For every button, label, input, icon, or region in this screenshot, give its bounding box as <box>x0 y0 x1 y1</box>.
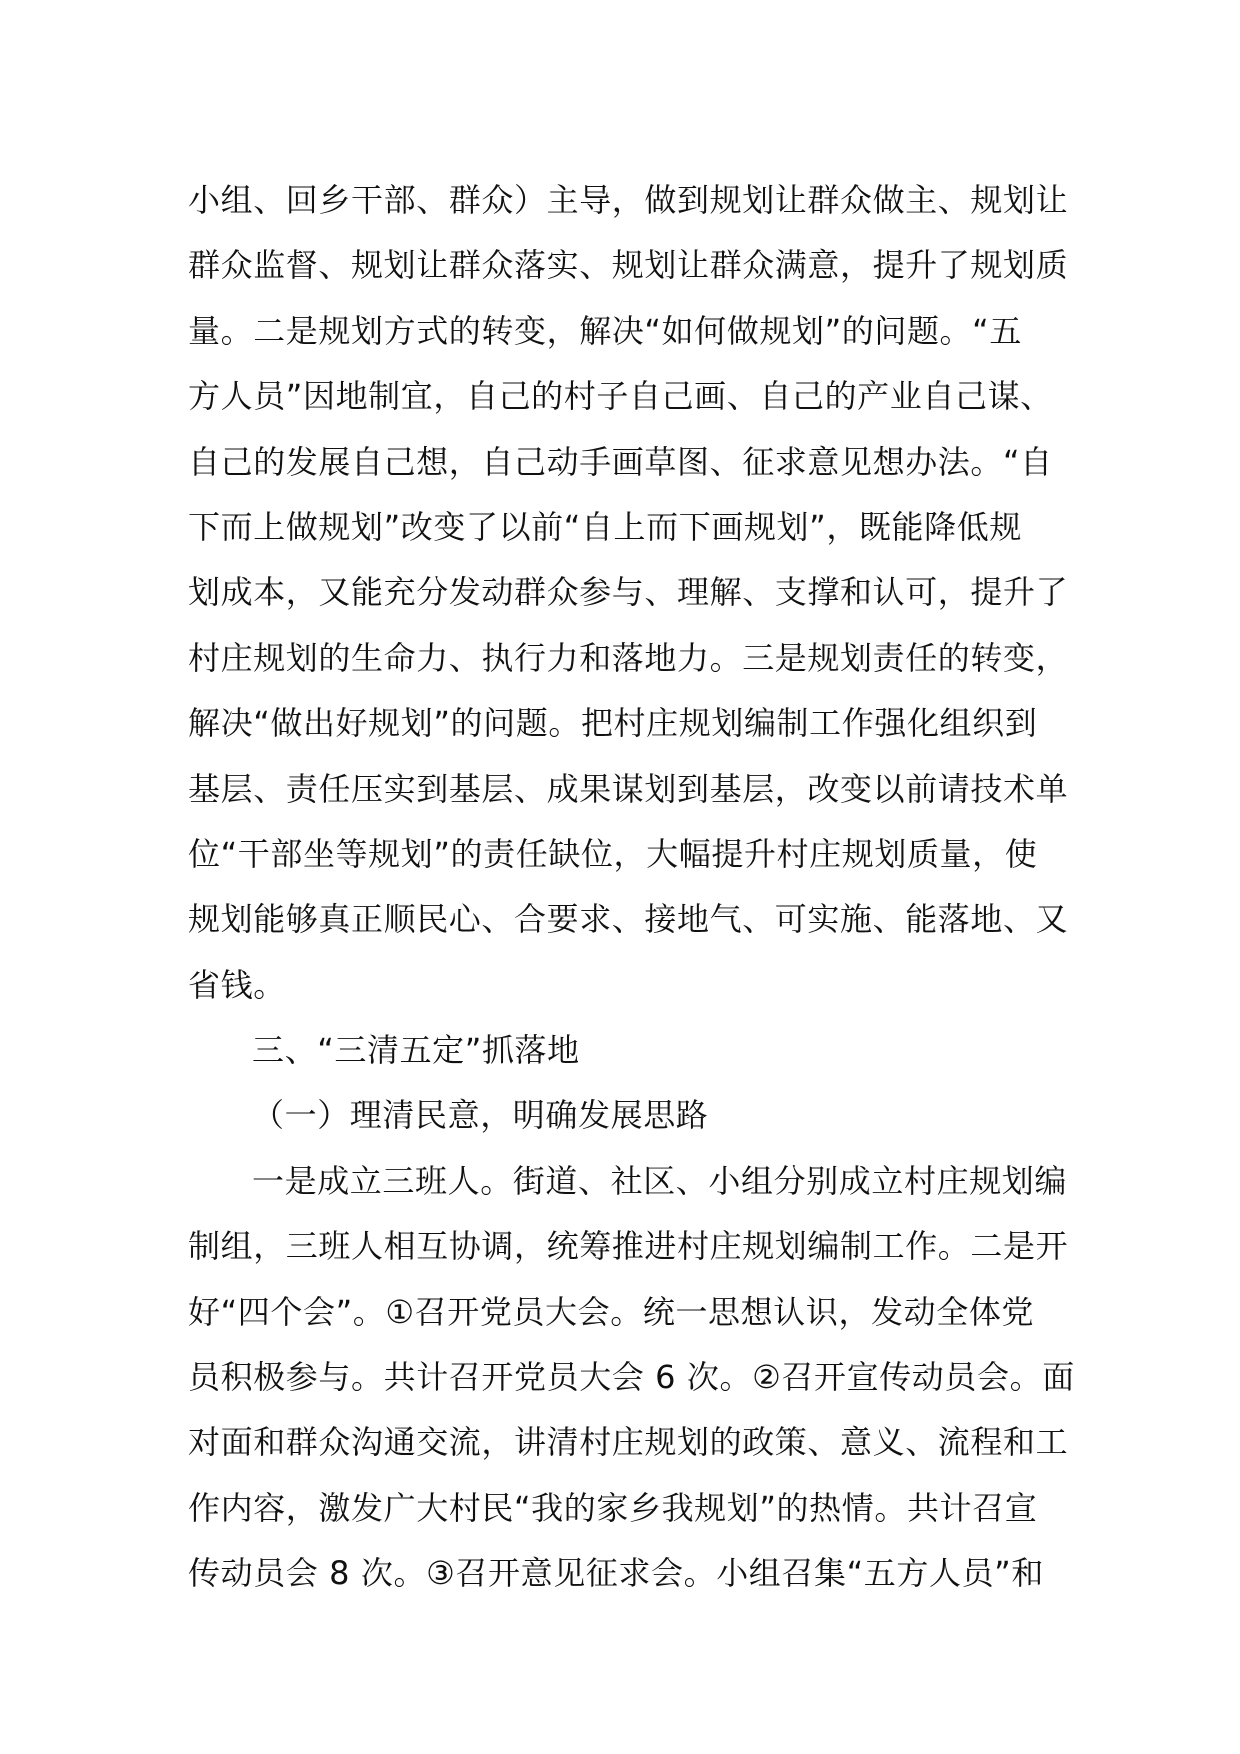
text-line: 群众监督、规划让群众落实、规划让群众满意，提升了规划质 <box>188 246 1069 285</box>
text-line: 村庄规划的生命力、执行力和落地力。三是规划责任的转变， <box>188 638 1069 677</box>
section-heading: 三、“三清五定”抓落地 <box>252 1031 580 1070</box>
text-line: 好“四个会”。①召开党员大会。统一思想认识，发动全体党 <box>188 1292 1035 1331</box>
text-line: 规划能够真正顺民心、合要求、接地气、可实施、能落地、又 <box>188 900 1069 939</box>
text-line: 自己的发展自己想，自己动手画草图、征求意见想办法。“自 <box>188 442 1053 481</box>
text-line: 解决“做出好规划”的问题。把村庄规划编制工作强化组织到 <box>188 704 1038 743</box>
text-line: 小组、回乡干部、群众）主导，做到规划让群众做主、规划让 <box>188 181 1069 219</box>
text-line: 对面和群众沟通交流，讲清村庄规划的政策、意义、流程和工 <box>188 1423 1069 1462</box>
text-line: 省钱。 <box>188 965 286 1004</box>
document-body <box>188 168 1075 1607</box>
subsection-heading: （一）理清民意，明确发展思路 <box>252 1096 709 1135</box>
text-line: 方人员”因地制宜，自己的村子自己画、自己的产业自己谋、 <box>188 377 1053 416</box>
text-line: 员积极参与。共计召开党员大会 6 次。②召开宣传动员会。面 <box>188 1358 1075 1397</box>
paragraph-first-line: 一是成立三班人。街道、社区、小组分别成立村庄规划编 <box>252 1161 1068 1200</box>
text-line: 位“干部坐等规划”的责任缺位，大幅提升村庄规划质量，使 <box>188 834 1038 873</box>
text-line: 传动员会 8 次。③召开意见征求会。小组召集“五方人员”和 <box>188 1554 1044 1593</box>
text-line: 基层、责任压实到基层、成果谋划到基层，改变以前请技术单 <box>188 769 1069 808</box>
text-line: 下而上做规划”改变了以前“自上而下画规划”，既能降低规 <box>188 507 1022 546</box>
text-line: 作内容，激发广大村民“我的家乡我规划”的热情。共计召宣 <box>188 1488 1038 1527</box>
text-line: 量。二是规划方式的转变，解决“如何做规划”的问题。“五 <box>188 311 1022 350</box>
text-line: 划成本，又能充分发动群众参与、理解、支撑和认可，提升了 <box>188 573 1069 612</box>
text-line: 制组，三班人相互协调，统筹推进村庄规划编制工作。二是开 <box>188 1227 1069 1266</box>
